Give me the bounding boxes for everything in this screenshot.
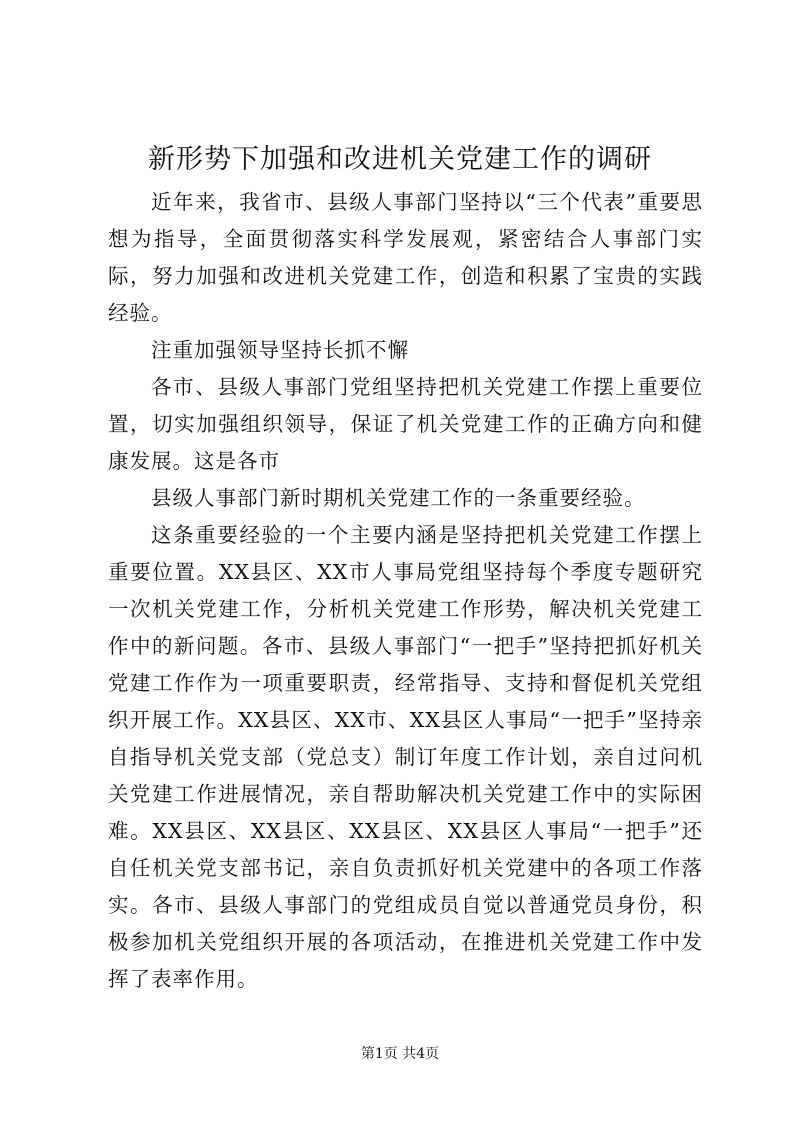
document-body [108,184,703,998]
page-indicator: 第1页 共4页 [360,1046,440,1062]
paragraph-experience: 县级人事部门新时期机关党建工作的一条重要经验。 [151,486,646,510]
document-title: 新形势下加强和改进机关党建工作的调研 [148,144,652,175]
paragraph-subheading: 注重加强领导坚持长抓不懈 [151,338,410,362]
paragraph-intro: 近年来，我省市、县级人事部门坚持以“三个代表”重要思想为指导，全面贯彻落实科学发展观，紧密结合人事部门实际，努力加强和改进机关党建工作，创造和积累了宝贵的实践经验。 [108,190,703,325]
paragraph-details: 这条重要经验的一个主要内涵是坚持把机关党建工作摆上重要位置。XX县区、XX市人事局党组坚持每个季度专题研究一次机关党建工作，分析机关党建工作形势，解决机关党建工作中的新问题。各市、县级人事部门“一把手”坚持把抓好机关党建工作作为一项重要职责，经常指导、支持和督促机关党组织开展工作。XX县区、XX市、XX县区人事局“一把手”坚持亲自指导机关党支部（党总支）制订年度工作计划，亲自过问机关党建工作进展情况，亲自帮助解决机关党建工作中的实际困难。XX县区、XX县区、XX县区、XX县区人事局“一把手”还自任机关党支部书记，亲自负责抓好机关党建中的各项工作落实。各市、县级人事部门的党组成员自觉以普通党员身份，积极参加机关党组织开展的各项活动，在推进机关党建工作中发挥了表率作用。 [108,523,703,991]
paragraph-leadership: 各市、县级人事部门党组坚持把机关党建工作摆上重要位置，切实加强组织领导，保证了机关党建工作的正确方向和健康发展。这是各市 [108,375,703,473]
